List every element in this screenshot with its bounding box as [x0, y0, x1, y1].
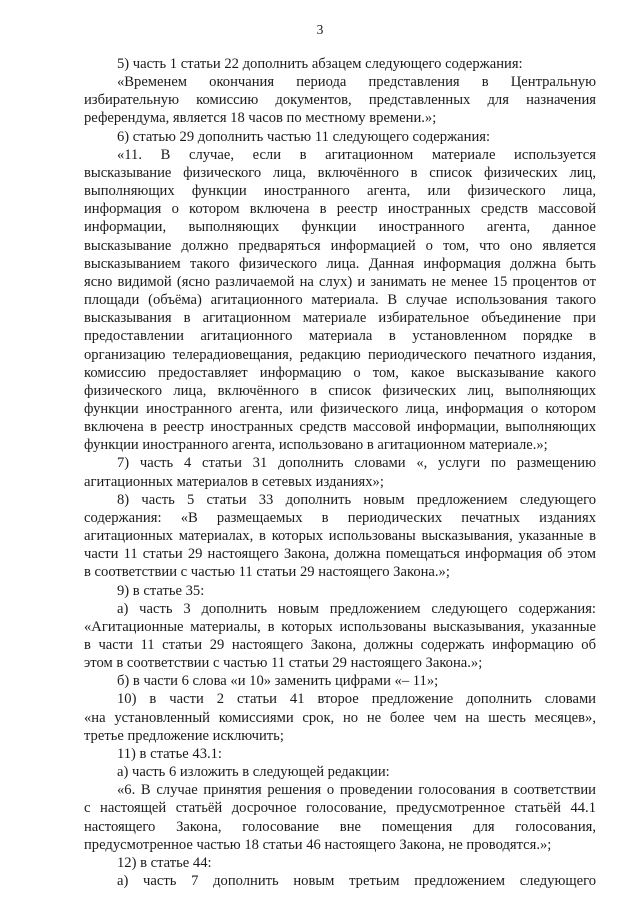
text-line: включена в реестр иностранных средств массовой информации, выполняющих [84, 419, 596, 436]
text-line: с настоящей статьёй досрочное голосование, предусмотренное статьёй 44.1 [84, 800, 596, 817]
text-line: высказывание должно предваряться информацией о том, что оно является [84, 237, 596, 254]
text-line: части 11 статьи 29 настоящего Закона, должна помещаться информация об этом [84, 546, 596, 563]
text-line: высказывания в агитационном материале избирательное объединение при [84, 310, 596, 327]
document-body [84, 55, 596, 890]
text-line: «11. В случае, если в агитационном материале используется [117, 146, 596, 163]
text-line: а) часть 6 изложить в следующей редакции: [117, 764, 390, 781]
text-line: а) часть 3 дополнить новым предложением следующего содержания: [117, 600, 596, 617]
paragraph-amendment-9-intro [84, 582, 596, 600]
text-line: площади (объёма) агитационного материала. В случае использования такого [84, 292, 596, 309]
paragraph-amendment-11-intro [84, 745, 596, 763]
text-line: выполняющих функции иностранного агента, или физического лица, [84, 183, 596, 200]
paragraph-amendment-6-text [84, 146, 596, 455]
text-line: а) часть 7 дополнить новым третьим предложением следующего [117, 873, 596, 890]
paragraph-amendment-5-intro [84, 55, 596, 73]
text-line: б) в части 6 слова «и 10» заменить цифрами «– 11»; [117, 673, 439, 690]
text-line: ясно видимой (ясно различаемой на слух) и занимать не менее 15 процентов от [84, 273, 596, 290]
text-line: референдума, является 18 часов по местному времени.»; [84, 110, 437, 127]
text-line: в части 11 статьи 29 настоящего Закона, должны содержать информацию об [84, 637, 596, 653]
text-line: функции иностранного агента, использовано в агитационном материале.»; [84, 437, 548, 454]
paragraph-amendment-7 [84, 454, 596, 490]
text-line: 9) в статье 35: [117, 582, 205, 599]
text-line: 6) статью 29 дополнить частью 11 следующего содержания: [117, 128, 491, 145]
text-line: «Агитационные материалы, в которых использованы высказывания, указанные [84, 618, 596, 635]
text-line: 7) часть 4 статьи 31 дополнить словами «, услуги по размещению [117, 455, 596, 472]
paragraph-amendment-10 [84, 690, 596, 744]
text-line: «на установленный комиссиями срок, но не более чем на шесть месяцев», [84, 709, 596, 726]
paragraph-amendment-9a [84, 600, 596, 673]
text-line: агитационных материалов в сетевых изданиях»; [84, 473, 384, 490]
paragraph-amendment-11a-text [84, 781, 596, 854]
paragraph-amendment-5-text [84, 73, 596, 127]
text-line: 5) часть 1 статьи 22 дополнить абзацем следующего содержания: [117, 56, 523, 72]
text-line: функции иностранного агента, или физического лица, информация о котором [84, 400, 596, 417]
paragraph-amendment-8 [84, 491, 596, 582]
text-line: информация о котором включена в реестр иностранных средств массовой [84, 201, 596, 218]
text-line: предоставлении агитационного материала в установленном порядке в [84, 328, 596, 345]
paragraph-amendment-12a [84, 872, 596, 890]
text-line: содержания: «В размещаемых в периодических печатных изданиях [84, 509, 596, 526]
text-line: избирательную комиссию документов, представленных для назначения [84, 92, 596, 109]
page-number: 3 [316, 22, 324, 37]
text-line: 10) в части 2 статьи 41 второе предложение дополнить словами [117, 691, 596, 708]
text-line: физического лица, включённого в список физических лиц, выполняющих [84, 382, 596, 399]
text-line: «Временем окончания периода представления в Центральную [117, 74, 596, 91]
text-line: высказывание физического лица, включённого в список физических лиц, [84, 164, 596, 181]
text-line: комиссию предоставляет информацию о том, какое высказывание какого [84, 364, 596, 381]
paragraph-amendment-6-intro [84, 128, 596, 146]
text-line: информации, выполняющих функции иностранного агента, данное [84, 219, 596, 236]
text-line: третье предложение исключить; [84, 727, 284, 744]
text-line: настоящего Закона, голосование вне помещения для голосования, [84, 818, 596, 835]
text-line: организацию телерадиовещания, редакцию периодического печатного издания, [84, 346, 596, 363]
text-line: высказыванием такого физического лица. Данная информация должна быть [84, 255, 596, 272]
text-line: 8) часть 5 статьи 33 дополнить новым предложением следующего [117, 491, 596, 508]
paragraph-amendment-12-intro [84, 854, 596, 872]
text-line: 12) в статье 44: [117, 854, 212, 871]
text-line: «6. В случае принятия решения о проведении голосования в соответствии [117, 782, 596, 799]
text-line: этом в соответствии с частью 11 статьи 29 настоящего Закона.»; [84, 655, 483, 672]
paragraph-amendment-9b [84, 672, 596, 690]
text-line: 11) в статье 43.1: [117, 745, 222, 762]
paragraph-amendment-11a [84, 763, 596, 781]
text-line: предусмотренное частью 18 статьи 46 настоящего Закона, не проводятся.»; [84, 836, 552, 853]
text-line: в соответствии с частью 11 статьи 29 настоящего Закона.»; [84, 564, 450, 581]
text-line: агитационных материалах, в которых использованы высказывания, указанные в [84, 528, 596, 545]
